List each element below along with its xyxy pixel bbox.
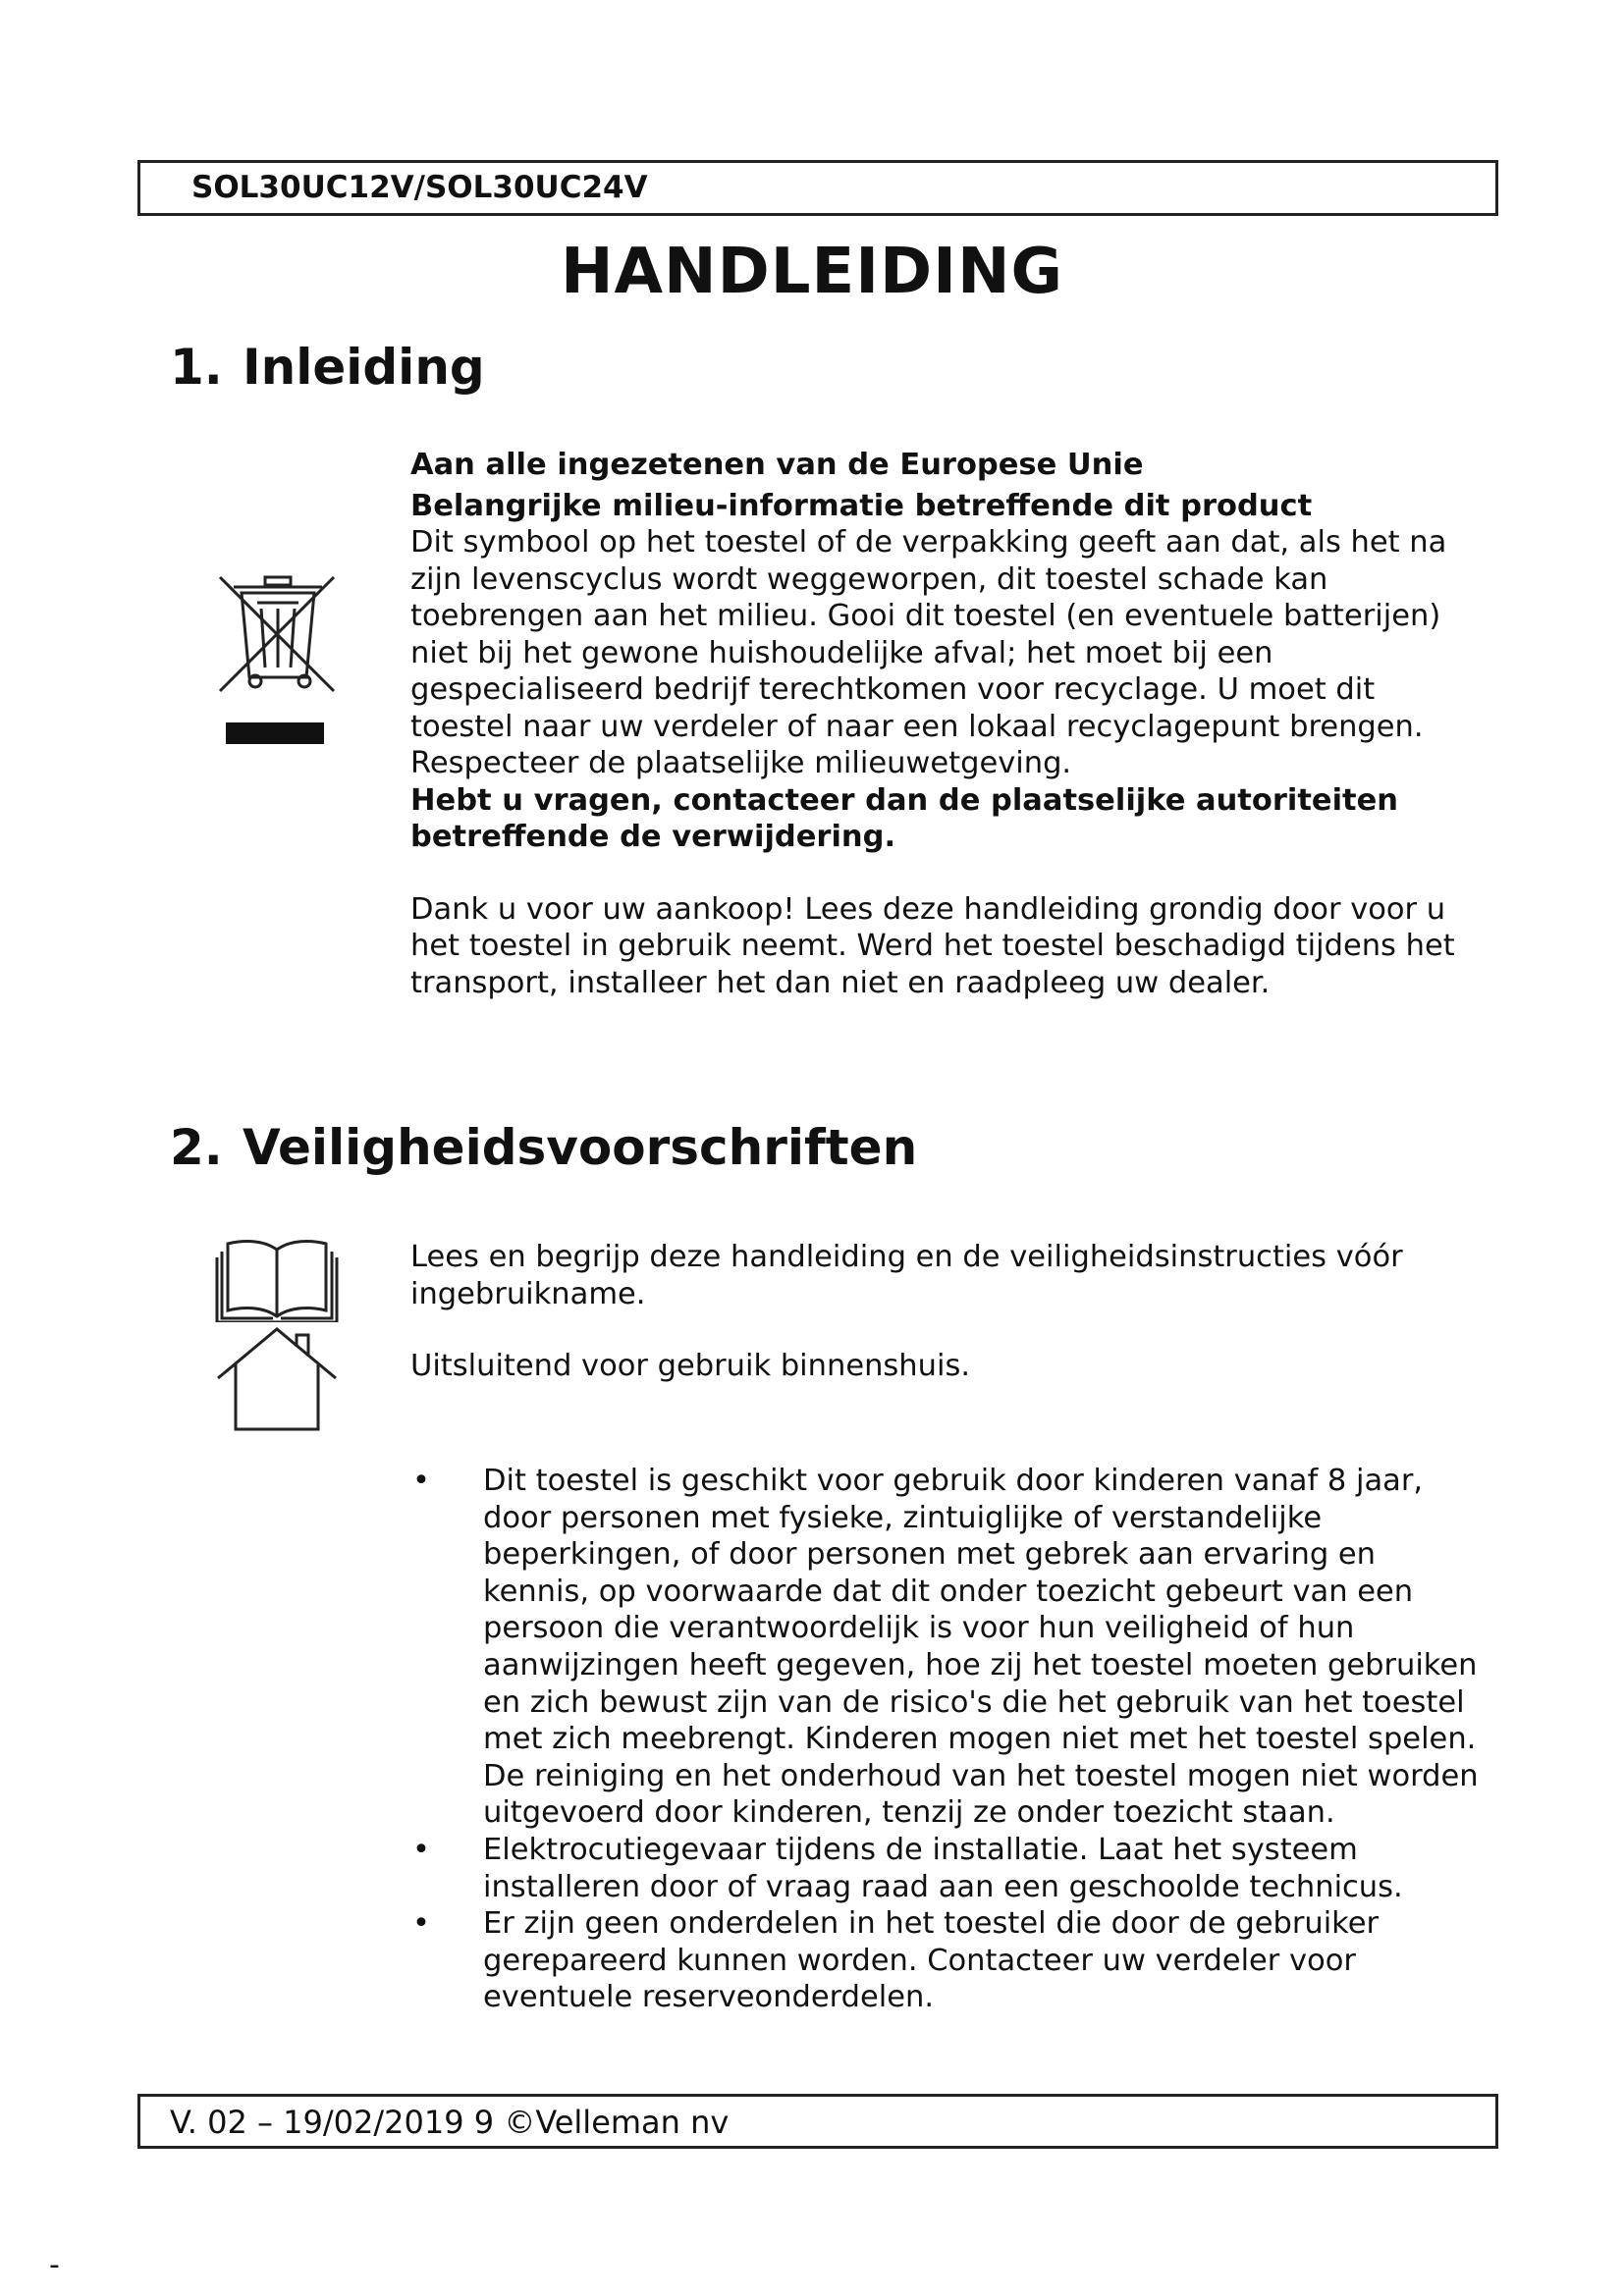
bullet-text: Dit toestel is geschikt voor gebruik door kinderen vanaf 8 jaar, door personen met fysieke, zintuiglijke of verstandelijke beperkingen, of door personen met gebrek aan ervaring en kennis, op voorwaarde dat dit onder toezicht gebeurt van een persoon die verantwoordelijk is voor hun veiligheid of hun aanwijzingen heeft gegeven, hoe zij het toestel moeten gebruiken en zich bewust zijn van de risico's die het gebruik van het toestel met zich meebrengt. Kinderen mogen niet met het toestel spelen. De reiniging en het onderhoud van het toestel mogen niet worden uitgevoerd door kinderen, tenzij ze onder toezicht staan. (483, 1464, 1479, 1831)
indoor-use-text: Uitsluitend voor gebruik binnenshuis. (410, 1349, 971, 1383)
section-1-number: 1. (170, 339, 223, 396)
manual-book-icon (214, 1232, 340, 1322)
model-label: SOL30UC12V/SOL30UC24V (191, 170, 648, 205)
stray-mark: - (49, 2248, 60, 2282)
section-2-heading (170, 1119, 917, 1176)
section-2-title: Veiligheidsvoorschriften (243, 1119, 918, 1176)
section-2-number: 2. (170, 1119, 223, 1176)
thanks-text: Dank u voor uw aankoop! Lees deze handleiding grondig door voor u het toestel in gebruik neemt. Werd het toestel beschadigd tijdens het transport, installeer het dan niet en raadpleeg uw dealer. (410, 891, 1455, 1000)
document-title: HANDLEIDING (560, 236, 1064, 308)
list-item (410, 1832, 1490, 1905)
bullet-icon: • (412, 1464, 430, 1498)
section-1-heading (170, 339, 485, 396)
indoor-house-icon (214, 1325, 340, 1433)
env-heading: Belangrijke milieu-informatie betreffende dit product (410, 488, 1313, 523)
safety-bullet-list (410, 1463, 1490, 2016)
contact-bold-text: Hebt u vragen, contacteer dan de plaatselijke autoriteiten betreffende de verwijdering. (410, 782, 1399, 854)
section-1-title: Inleiding (243, 339, 485, 396)
footer-text: V. 02 – 19/02/2019 9 ©Velleman nv (170, 2104, 730, 2141)
list-item (410, 1463, 1490, 1832)
section-1-body (410, 447, 1471, 1001)
read-manual-text: Lees en begrijp deze handleiding en de veiligheidsinstructies vóór ingebruikname. (410, 1240, 1403, 1311)
bullet-icon: • (412, 1906, 430, 1942)
section-2-body (410, 1239, 1471, 1385)
header-box (137, 160, 1498, 216)
env-text: Dit symbool op het toestel of de verpakking geeft aan dat, als het na zijn levenscyclus wordt weggeworpen, dit toestel schade kan toebrengen aan het milieu. Gooi dit toestel (en eventuele batterijen) niet bij het gewone huishoudelijke afval; het moet bij een gespecialiseerd bedrijf terechtkomen voor recyclage. U moet dit toestel naar uw verdeler of naar een lokaal recyclagepunt brengen. Respecteer de plaatselijke milieuwetgeving. (410, 525, 1447, 780)
footer-box (137, 2094, 1498, 2149)
list-item (410, 1905, 1490, 2016)
bullet-icon: • (412, 1832, 430, 1867)
eu-heading: Aan alle ingezetenen van de Europese Unie (410, 448, 1144, 482)
weee-crossed-bin-icon (214, 569, 342, 752)
bullet-text: Er zijn geen onderdelen in het toestel die door de gebruiker gerepareerd kunnen worden. Contacteer uw verdeler voor eventuele reserveonderdelen. (483, 1906, 1380, 2015)
bullet-text: Elektrocutiegevaar tijdens de installatie. Laat het systeem installeren door of vraag raad aan een geschoolde technicus. (483, 1832, 1403, 1904)
